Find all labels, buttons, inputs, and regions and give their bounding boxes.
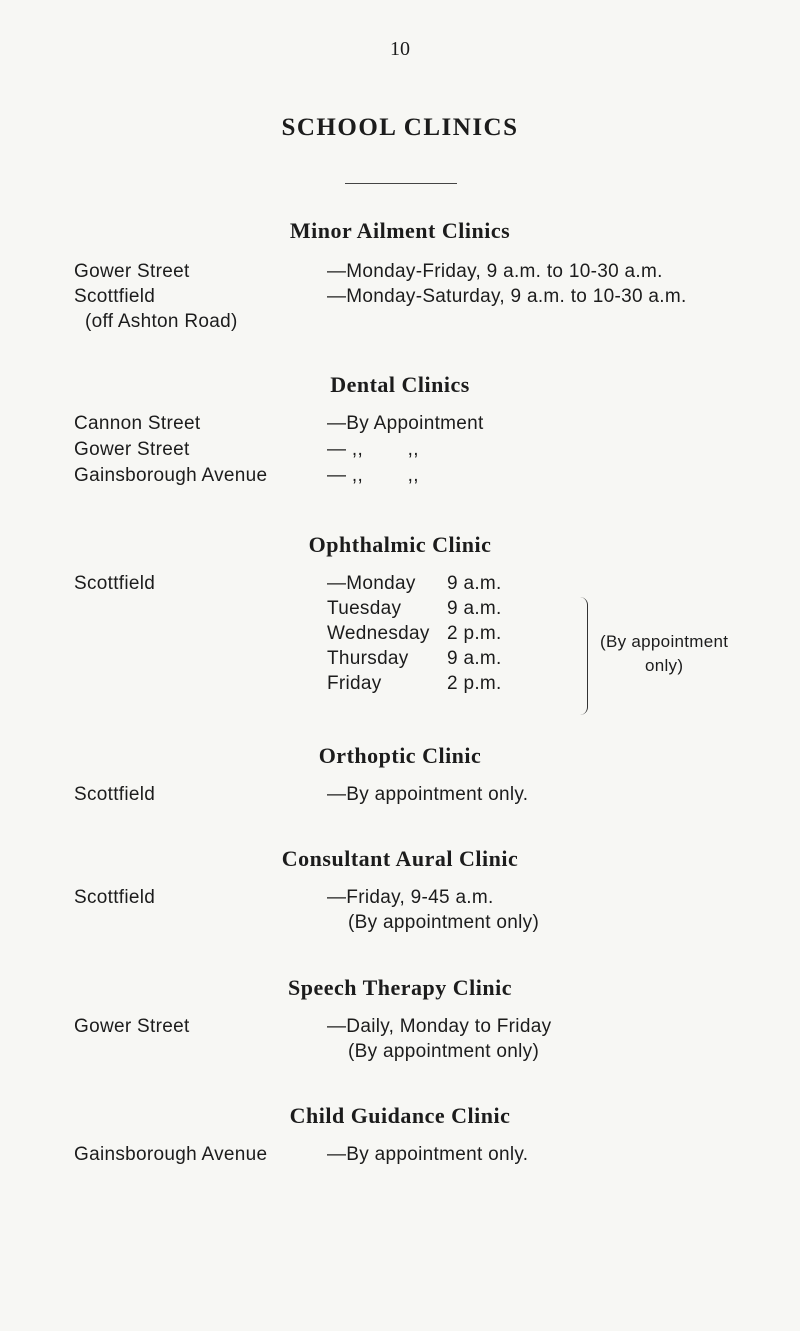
dental-detail-2: — ,, ,, — [327, 439, 419, 460]
dental-heading: Dental Clinics — [330, 372, 470, 397]
guidance-heading: Child Guidance Clinic — [289, 1103, 511, 1128]
ophthalmic-day: Tuesday — [327, 598, 402, 619]
ophthalmic-place: Scottfield — [74, 573, 156, 594]
ophthalmic-time: 2 p.m. — [447, 673, 502, 694]
speech-heading: Speech Therapy Clinic — [287, 975, 512, 1000]
minor-ailment-heading: Minor Ailment Clinics — [289, 218, 511, 243]
guidance-place: Gainsborough Avenue — [74, 1144, 268, 1165]
aural-detail-note: (By appointment only) — [348, 912, 540, 933]
orthoptic-place: Scottfield — [74, 784, 156, 805]
speech-detail-note: (By appointment only) — [348, 1041, 540, 1062]
dental-place-2: Gower Street — [74, 439, 190, 460]
ophthalmic-day: Thursday — [327, 648, 409, 669]
ophthalmic-row-1 — [327, 573, 502, 595]
minor-detail-1: —Monday-Friday, 9 a.m. to 10-30 a.m. — [327, 261, 663, 282]
ophthalmic-row-3 — [327, 623, 502, 645]
speech-place: Gower Street — [74, 1016, 190, 1037]
ophthalmic-day: Wednesday — [327, 623, 430, 644]
note-line-2: only) — [644, 656, 684, 675]
minor-place-note: (off Ashton Road) — [85, 311, 238, 332]
orthoptic-detail: —By appointment only. — [327, 784, 529, 805]
aural-detail: —Friday, 9-45 a.m. — [327, 887, 494, 908]
page-number: 10 — [390, 38, 410, 60]
ophthalmic-row-5 — [327, 673, 502, 695]
aural-heading: Consultant Aural Clinic — [281, 846, 519, 871]
minor-place-1: Gower Street — [74, 261, 190, 282]
dental-place-1: Cannon Street — [74, 413, 201, 434]
ophthalmic-row-2 — [327, 598, 502, 620]
ophthalmic-row-4 — [327, 648, 502, 670]
ophthalmic-appointment-note — [600, 630, 728, 678]
ophthalmic-time: 9 a.m. — [447, 598, 502, 619]
ophthalmic-time: 2 p.m. — [447, 623, 502, 644]
minor-detail-2: —Monday-Saturday, 9 a.m. to 10-30 a.m. — [327, 286, 687, 307]
speech-detail: —Daily, Monday to Friday — [327, 1016, 552, 1037]
ophthalmic-heading: Ophthalmic Clinic — [308, 532, 492, 557]
ophthalmic-day: Friday — [327, 673, 382, 694]
dental-place-3: Gainsborough Avenue — [74, 465, 268, 486]
ophthalmic-day: —Monday — [327, 573, 416, 594]
guidance-detail: —By appointment only. — [327, 1144, 529, 1165]
dental-detail-3: — ,, ,, — [327, 465, 419, 486]
ophthalmic-time: 9 a.m. — [447, 648, 502, 669]
title-divider — [345, 183, 457, 184]
ophthalmic-time: 9 a.m. — [447, 573, 502, 594]
page-title: SCHOOL CLINICS — [281, 114, 519, 141]
note-line-1: (By appointment — [600, 632, 729, 651]
right-brace — [577, 597, 588, 715]
dental-detail-1: —By Appointment — [327, 413, 484, 434]
aural-place: Scottfield — [74, 887, 156, 908]
orthoptic-heading: Orthoptic Clinic — [318, 743, 482, 768]
minor-place-2: Scottfield — [74, 286, 156, 307]
